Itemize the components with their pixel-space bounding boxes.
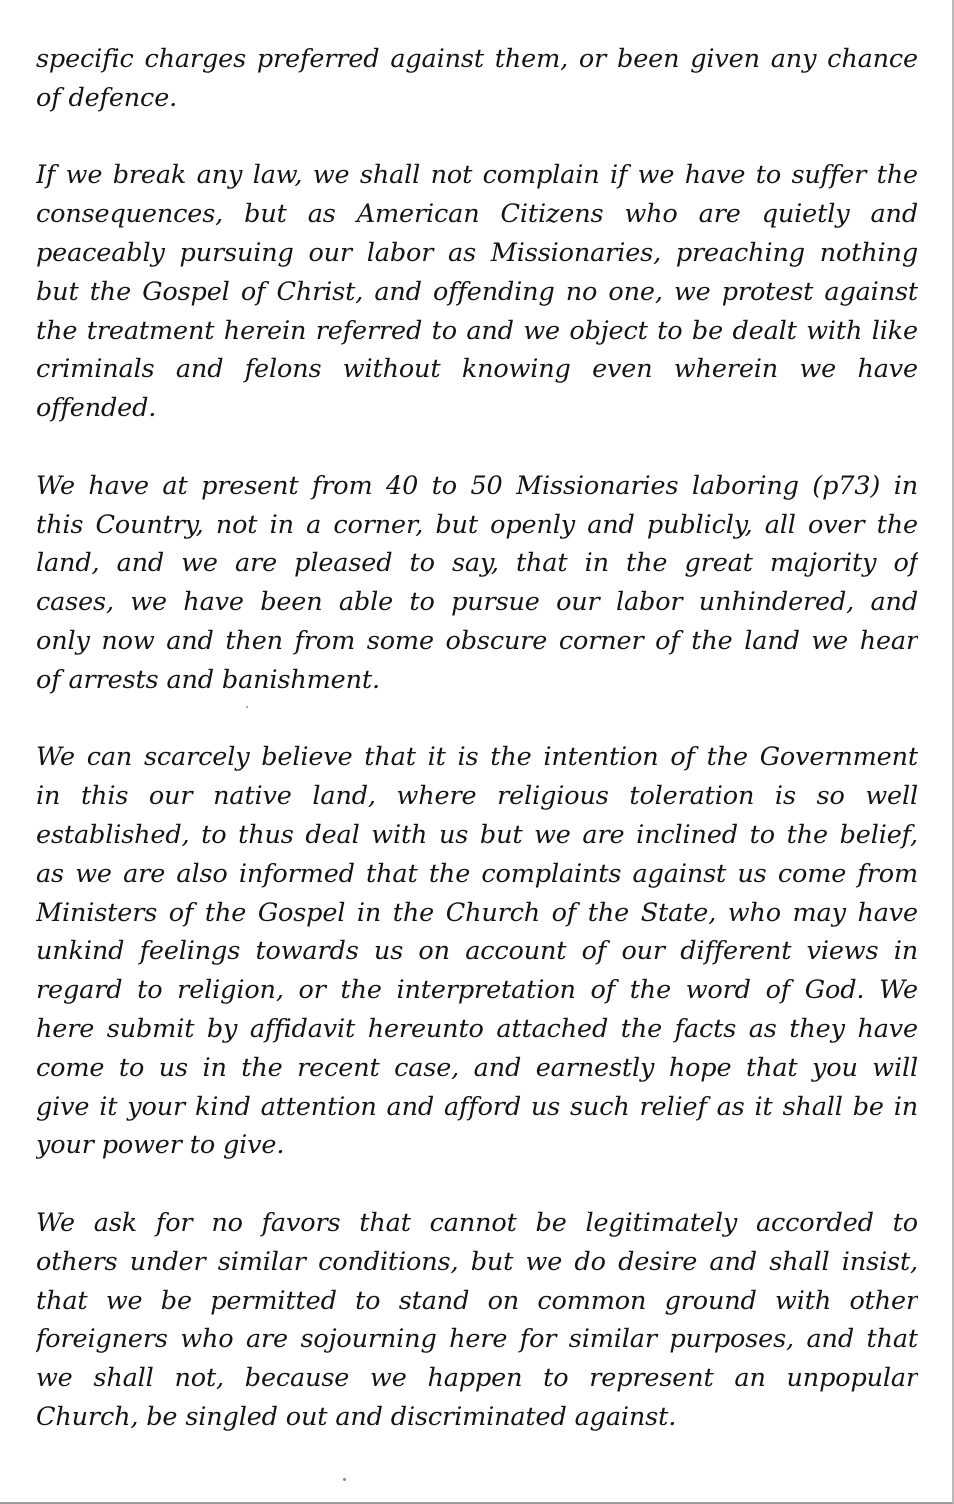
scan-speck: [246, 706, 248, 708]
text-line: of arrests and banishment.: [36, 664, 380, 695]
text-line: in this our native land, where religious toleration is so well: [36, 781, 918, 812]
text-line: others under similar conditions, but we do desire and shall insist,: [36, 1246, 918, 1277]
text-line: that we be permitted to stand on common ground with other: [36, 1285, 918, 1316]
text-line: unkind feelings towards us on account of our different views in: [36, 936, 918, 967]
paragraph-5: [36, 1204, 918, 1437]
paragraph-4: [36, 738, 918, 1165]
text-line: land, and we are pleased to say, that in the great majority of: [36, 548, 918, 579]
text-line: but the Gospel of Christ, and offending no one, we protest against: [36, 276, 918, 307]
text-line: foreigners who are sojourning here for similar purposes, and that: [36, 1324, 918, 1355]
text-line: Church, be singled out and discriminated against.: [36, 1401, 677, 1432]
paragraph-2: [36, 156, 918, 428]
text-line: this Country, not in a corner, but openly and publicly, all over the: [36, 509, 918, 540]
text-line: as we are also informed that the complaints against us come from: [36, 858, 918, 889]
text-line: established, to thus deal with us but we are inclined to the belief,: [36, 819, 918, 850]
text-line: come to us in the recent case, and earnestly hope that you will: [36, 1052, 918, 1083]
scan-speck: [343, 1478, 346, 1481]
text-line: criminals and felons without knowing even wherein we have: [36, 354, 918, 385]
paragraph-1: [36, 40, 918, 118]
text-line: regard to religion, or the interpretation of the word of God. We: [36, 975, 918, 1006]
text-line: of defence.: [36, 82, 178, 113]
text-line: specific charges preferred against them, or been given any chance: [36, 44, 918, 74]
text-line: your power to give.: [36, 1130, 285, 1161]
text-line: here submit by affidavit hereunto attached the facts as they have: [36, 1013, 918, 1044]
text-line: only now and then from some obscure corner of the land we hear: [36, 625, 918, 656]
text-line: We have at present from 40 to 50 Missionaries laboring (p73) in: [36, 470, 918, 501]
text-line: give it your kind attention and afford us such relief as it shall be in: [36, 1091, 918, 1122]
text-line: cases, we have been able to pursue our labor unhindered, and: [36, 587, 918, 618]
paragraph-3: [36, 467, 918, 700]
text-line: consequences, but as American Citizens who are quietly and: [36, 199, 918, 230]
text-line: Ministers of the Gospel in the Church of the State, who may have: [36, 897, 918, 928]
text-line: We ask for no favors that cannot be legitimately accorded to: [36, 1207, 918, 1238]
letter-body: [36, 40, 918, 1475]
text-line: the treatment herein referred to and we object to be dealt with like: [36, 315, 918, 346]
text-line: offended.: [36, 393, 157, 424]
text-line: peaceably pursuing our labor as Missionaries, preaching nothing: [36, 237, 918, 268]
text-line: we shall not, because we happen to represent an unpopular: [36, 1363, 918, 1394]
text-line: If we break any law, we shall not complain if we have to suffer the: [36, 160, 918, 191]
text-line: We can scarcely believe that it is the intention of the Government: [36, 742, 918, 773]
